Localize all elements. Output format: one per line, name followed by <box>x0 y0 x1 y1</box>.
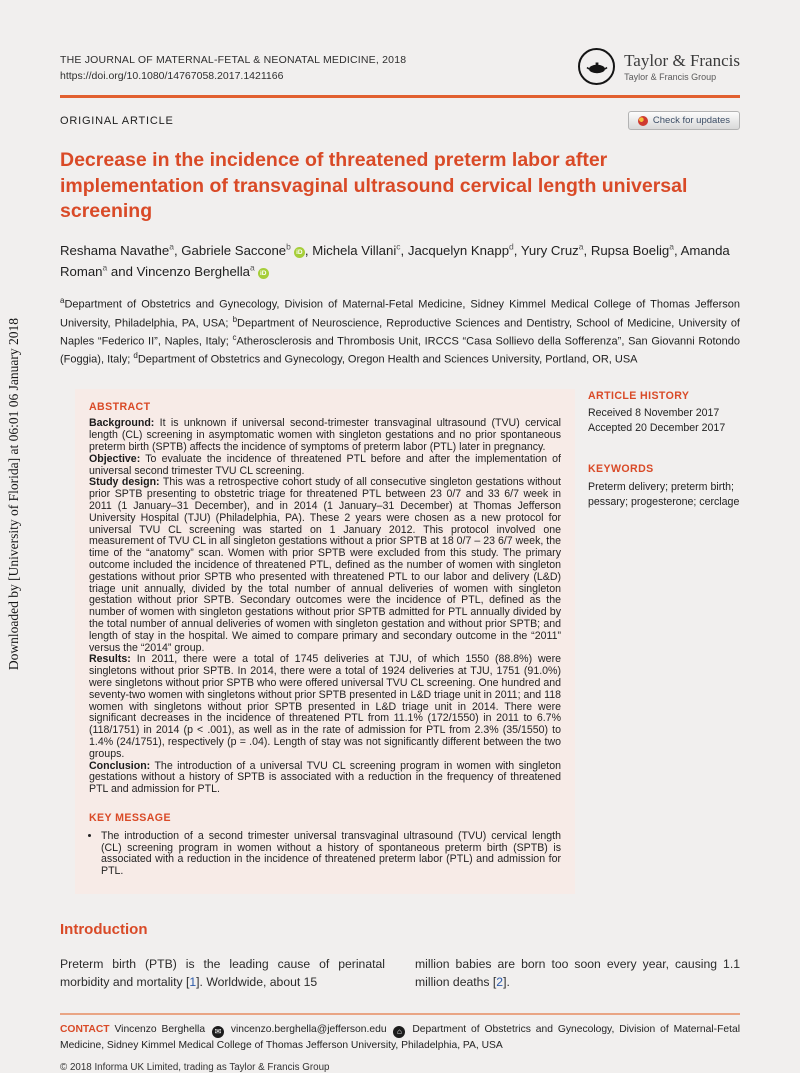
abstract-heading: ABSTRACT <box>89 400 151 413</box>
email-icon: ✉ <box>212 1026 224 1038</box>
key-message-heading: KEY MESSAGE <box>89 811 171 824</box>
keywords-heading: KEYWORDS <box>588 463 654 476</box>
author-name: Rupsa Boelig <box>590 243 670 259</box>
check-for-updates-label: Check for updates <box>652 115 730 126</box>
journal-title: THE JOURNAL OF MATERNAL-FETAL & NEONATAL MEDICINE, 2018 <box>60 54 407 66</box>
author-name: Yury Cruz <box>520 243 579 259</box>
taylor-francis-logo-icon <box>578 48 615 85</box>
key-message-list <box>89 831 561 878</box>
page-header <box>60 50 740 130</box>
affiliation-superscript: a <box>102 262 108 273</box>
author-name: Michela Villani <box>312 243 397 259</box>
contact-address: Department of Obstetrics and Gynecology, Division of Maternal-Fetal Medicine, Sidney Kimmel Medical College of Thomas Jefferson University, Philadelphia, PA, USA <box>60 1023 740 1051</box>
copyright-line: © 2018 Informa UK Limited, trading as Taylor & Francis Group <box>60 1062 330 1073</box>
affiliation-marker: d <box>133 350 138 360</box>
abstract-paragraph: Study design: This was a retrospective cohort study of all consecutive singleton gestations without prior SPTB presenting to obstetric triage for threatened PTL between 23 0/7 and 33 6/7 week in 2011 (1 January–31 December), and in 2014 (1 January–31 December) at Thomas Jefferson University Hospital (TJU) (Philadelphia, PA). These 2 years were chosen as a new protocol for universal TVU CL screening was started on 1 January 2012. This protocol involved one measurement of TVU CL in all singleton gestations without a prior SPTB at 18 0/7 – 23 6/7 week, the time of the “anatomy” scan. Women with prior SPTB were excluded from this study. The primary outcome included the incidence of threatened PTL, defined as the number of women with singleton gestations without prior SPTB who presented with threatened PTL to our labor and delivery (L&D) triage unit annually, divided by the total number of annual deliveries of women with singleton gestation without prior SPTB. Secondary outcomes were the incidence of PTL, defined as the number of women with singleton gestations without prior SPTB admitted for PTL annually divided by the total number of annual deliveries of women with singleton gestation and without prior SPTB; and length of stay in the hospital. We aimed to compare primary and secondary outcome in the “2011” versus the “2014” group. <box>89 476 561 654</box>
publisher-logo <box>578 48 740 85</box>
affiliation-marker: b <box>232 314 238 324</box>
author-name: Jacquelyn Knapp <box>407 243 510 259</box>
contact-line <box>60 1022 740 1054</box>
abstract-body <box>89 418 561 796</box>
affiliation-marker: a <box>60 296 65 306</box>
abstract-box <box>75 389 575 894</box>
accepted-date: Accepted 20 December 2017 <box>588 421 726 434</box>
article-title: Decrease in the incidence of threatened preterm labor after implementation of transvaginal ultrasound cervical length universal screening <box>60 149 688 223</box>
abstract-paragraph: Conclusion: The introduction of a universal TVU CL screening program in women with singleton gestations without a history of SPTB is associated with a reduction in the frequency of threatened PTL and admission for PTL. <box>89 759 561 796</box>
introduction-text <box>60 955 740 992</box>
keywords-text: Preterm delivery; preterm birth; pessary; progesterone; cerclage <box>588 481 740 508</box>
publisher-wordmark <box>624 52 740 82</box>
contact-label: CONTACT <box>60 1023 110 1035</box>
contact-email[interactable]: vincenzo.berghella@jefferson.edu <box>230 1023 387 1035</box>
intro-column-left: Preterm birth (PTB) is the leading cause of perinatal morbidity and mortality [1]. Worldwide, about 15 <box>60 956 385 990</box>
key-message-item: • The introduction of a second trimester universal transvaginal ultrasound (TVU) cervical length (CL) screening program in women without a history of spontaneous preterm birth (SPTB) is associated with a reduction in the incidence of threatened preterm labor (PTL) and admission for PTL. <box>101 831 561 878</box>
download-watermark: Downloaded by [University of Florida] at 06:01 06 January 2018 <box>6 318 21 671</box>
check-for-updates-button[interactable] <box>628 111 740 130</box>
affiliation-superscript: d <box>509 241 514 252</box>
affiliation-superscript: c <box>396 241 401 252</box>
footer-divider <box>60 1013 740 1015</box>
address-icon: ⌂ <box>393 1026 405 1038</box>
affiliations: $^a$Department of Obstetrics and Gynecology, Division of Maternal-Fetal Medicine, Sidney Kimmel Medical College of Thomas Jefferson University, Philadelphia, PA, USA; $^b$Department of Neuroscience, Reproductive Sciences and Dentistry, School of Medicine, University of Naples “Federico II”, Naples, Italy; $^c$Atherosclerosis and Thrombosis Unit, IRCCS “Casa Sollievo della Sofferenza”, San Giovanni Rotondo (Foggia), Italy; $^d$Department of Obstetrics and Gynecology, Oregon Health and Sciences University, Portland, OR, USA <box>60 296 741 366</box>
abstract-paragraph: Objective: To evaluate the incidence of threatened PTL before and after the implementation of universal second trimester TVU CL screening. <box>89 452 561 477</box>
article-meta-column <box>588 389 740 894</box>
crossmark-icon <box>638 116 648 126</box>
affiliation-superscript: a <box>169 241 174 252</box>
intro-column-right: million babies are born too soon every year, causing 1.1 million deaths [2]. <box>415 956 740 990</box>
article-history-heading: ARTICLE HISTORY <box>588 389 690 402</box>
article-type-label: ORIGINAL ARTICLE <box>60 114 174 127</box>
affiliation-superscript: a <box>669 241 675 252</box>
abstract-paragraph: Background: It is unknown if universal second-trimester transvaginal ultrasound (TVU) cervical length (CL) screening in asymptomatic women with singleton gestations and no prior spontaneous preterm birth (SPTB) affects the incidence of symptoms of preterm labor (PTL) later in pregnancy. <box>89 417 561 454</box>
affiliation-superscript: a <box>578 241 584 252</box>
orcid-icon[interactable]: iD <box>258 268 269 279</box>
author-name: Gabriele Saccone <box>181 243 287 259</box>
reference-link[interactable]: 2 <box>496 975 504 990</box>
affiliation-superscript: a <box>250 262 255 273</box>
contact-name: Vincenzo Berghella <box>114 1023 206 1035</box>
doi-link[interactable]: https://doi.org/10.1080/14767058.2017.1421166 <box>60 70 284 82</box>
header-divider <box>60 95 740 98</box>
abstract-paragraph: Results: In 2011, there were a total of 1745 deliveries at TJU, of which 1550 (88.8%) were singletons without prior SPTB. In 2014, there were a total of 1924 deliveries at TJU, 1751 (91.0%) were singletons without prior SPTB who were offered universal TVU CL screening. One hundred and seventy-two women with singletons without prior SPTB presented in L&D triage unit in 2011; and 118 women with singletons without prior SPTB presented in L&D triage unit in 2014. There were significant decreases in the incidence of threatened PTL from 11.1% (172/1550) in 2011 to 6.7% (118/1751) in 2014 (p < .001), as well as in the rate of admission for PTL from 2.3% (35/1550) to 1.4% (24/1751), respectively (p = .04). Length of stay was not significantly different between the two groups. <box>89 653 561 760</box>
author-name: Amanda Roman <box>60 243 730 280</box>
publisher-group: Taylor & Francis Group <box>624 71 717 82</box>
abstract-section <box>60 389 740 894</box>
affiliation-superscript: b <box>286 241 291 252</box>
orcid-icon[interactable]: iD <box>294 247 305 258</box>
affiliation-marker: c <box>232 332 237 342</box>
introduction-heading: Introduction <box>60 920 148 938</box>
reference-link[interactable]: 1 <box>189 975 197 990</box>
author-list: Reshama Navathe$^a$, Gabriele Saccone$^b$iD , Michela Villani$^c$, Jacquelyn Knapp$^d$, Yury Cruz$^a$, Rupsa Boelig$^a$, Amanda Roman$^a$ and Vincenzo Berghella$^a$iD <box>60 241 730 280</box>
author-name: Vincenzo Berghella <box>136 264 250 280</box>
received-date: Received 8 November 2017 <box>588 407 720 420</box>
author-name: Reshama Navathe <box>60 243 170 259</box>
page-footer <box>60 1013 740 1073</box>
journal-page <box>60 0 740 1073</box>
journal-info <box>60 54 406 84</box>
publisher-name: Taylor & Francis <box>624 50 740 70</box>
